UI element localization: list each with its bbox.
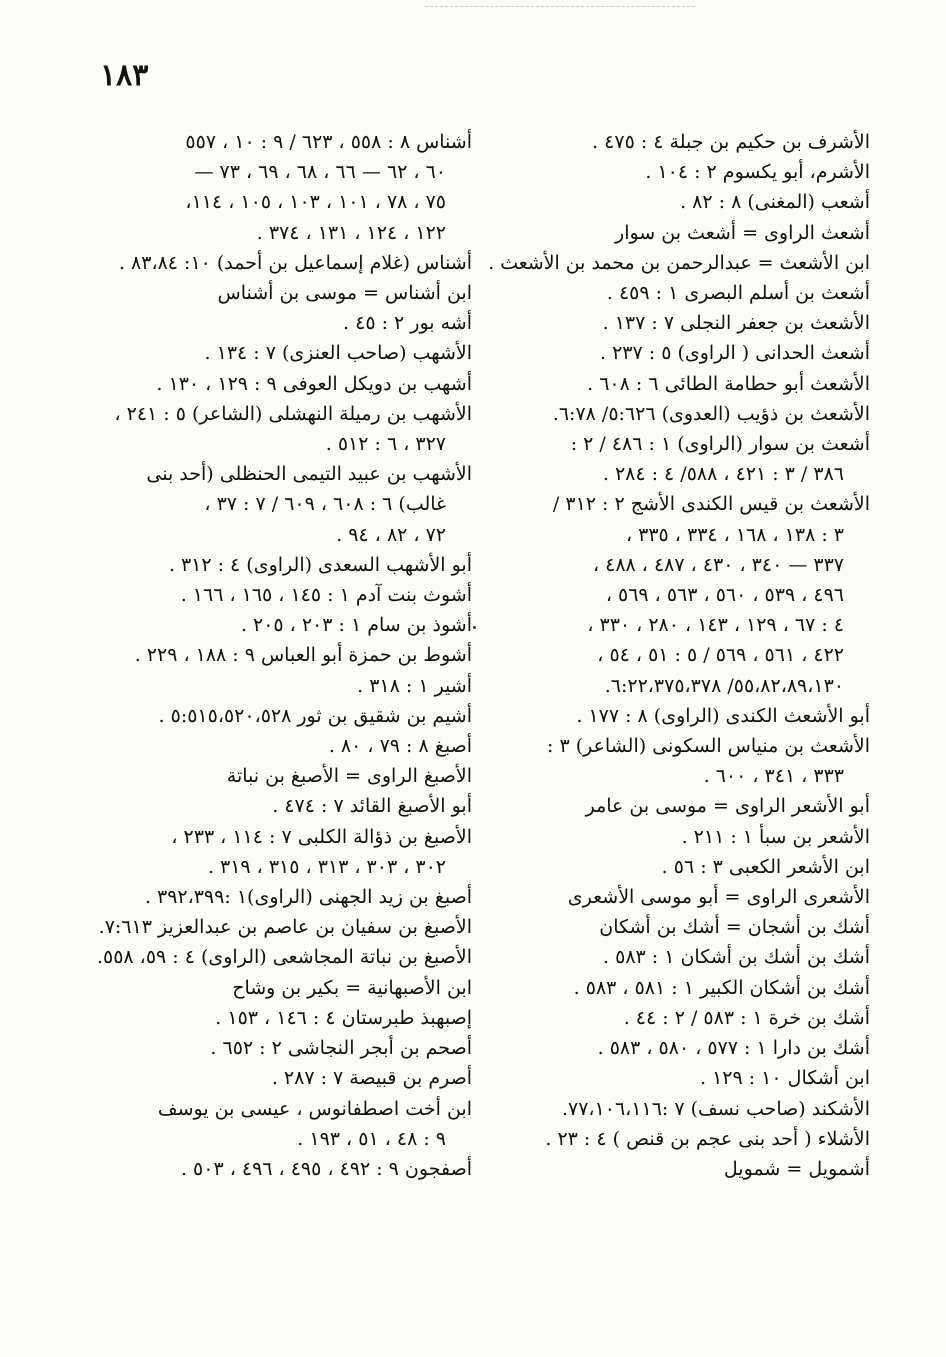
index-entry: أشناس ٨ : ٥٥٨ ، ٦٢٣ / ٩ : ١٠ ، ٥٥٧ bbox=[185, 131, 472, 153]
index-entry: الأشرف بن حكيم بن جبلة ٤ : ٤٧٥ . bbox=[592, 131, 870, 153]
index-entry-continuation: ٤ : ٦٧ ، ١٢٩ ، ١٤٣ ، ٢٨٠ ، ٣٣٠ ، bbox=[587, 614, 844, 637]
index-entry: أشك بن خرة ١ : ٥٨٣ / ٢ : ٤٤ . bbox=[623, 1006, 870, 1029]
index-entry: الأصبغ بن سفيان بن عاصم بن عبدالعزيز ٧:٦١٣. bbox=[98, 916, 472, 939]
index-entry: ابن أشكال ١٠ : ١٢٩ . bbox=[699, 1067, 870, 1090]
index-entry: الأشعث بن منياس السكونى (الشاعر) ٣ : bbox=[546, 735, 870, 758]
index-entry: أصرم بن قبيصة ٧ : ٢٨٧ . bbox=[271, 1067, 472, 1090]
index-entry-continuation: ٣ : ١٣٨ ، ١٦٨ ، ٣٣٤ ، ٣٣٥ ، bbox=[625, 523, 844, 546]
index-entry: الأشعث أبو حطامة الطائى ٦ : ٦٠٨ . bbox=[587, 372, 870, 395]
index-column-left bbox=[88, 127, 472, 1184]
scan-edge-mark bbox=[425, 6, 695, 8]
index-entry: الأصبغ الراوى = الأصبغ بن نباتة bbox=[226, 765, 472, 788]
index-entry: ابن الأشعر الكعبى ٣ : ٥٦ . bbox=[661, 855, 870, 878]
index-entry-continuation: ٣٣٣ ، ٣٤١ ، ٦٠٠ . bbox=[703, 765, 844, 788]
index-entry: ابن أشناس = موسى بن أشناس bbox=[217, 282, 472, 305]
index-entry: أصفجون ٩ : ٤٩٢ ، ٤٩٥ ، ٤٩٦ ، ٥٠٣ . bbox=[180, 1157, 472, 1180]
index-column-right bbox=[488, 127, 870, 1184]
index-entry: إصبهبذ طبرستان ٤ : ١٤٦ ، ١٥٣ . bbox=[215, 1006, 472, 1029]
index-entry-continuation: ٣٣٧ — ٣٤٠ ، ٤٣٠ ، ٤٨٧ ، ٤٨٨ ، bbox=[592, 553, 844, 576]
index-entry: أبو الأشعر الراوى = موسى بن عامر bbox=[585, 795, 870, 818]
index-entry: ابن الأشعث = عبدالرحمن بن محمد بن الأشعث . bbox=[488, 251, 870, 274]
index-entry: أشوط بن حمزة أبو العباس ٩ : ١٨٨ ، ٢٢٩ . bbox=[134, 644, 472, 667]
index-entry: أبو الأشعث الكندى (الراوى) ٨ : ١٧٧ . bbox=[576, 704, 870, 727]
index-entry: أشوث بنت آدم ١ : ١٤٥ ، ١٦٥ ، ١٦٦ . bbox=[180, 584, 472, 607]
index-entry: أشعب (المغنى) ٨ : ٨٢ . bbox=[680, 191, 870, 214]
index-entry: أشير ١ : ٣١٨ . bbox=[357, 674, 472, 697]
index-entry: أشعث الراوى = أشعث بن سوار bbox=[615, 221, 870, 244]
index-entry: أصبغ بن زيد الجهنى (الراوى)١ :٣٩٢،٣٩٩ . bbox=[144, 886, 472, 909]
index-entry: أشعث بن سوار (الراوى) ١ : ٤٨٦ / ٢ : bbox=[570, 433, 870, 456]
index-entry-continuation: غالب) ٦ : ٦٠٨ ، ٦٠٩ / ٧ : ٣٧ ، bbox=[204, 493, 446, 516]
index-entry: الأشعث بن قيس الكندى الأشج ٢ : ٣١٢ / bbox=[552, 493, 870, 516]
index-entry: أشعث الحدانى ( الراوى) ٥ : ٢٣٧ . bbox=[599, 342, 870, 365]
index-entry: أشناس (غلام إسماعيل بن أحمد) ١٠: ٨٣،٨٤ . bbox=[118, 251, 472, 274]
index-entry-continuation: ٧٢ ، ٨٢ ، ٩٤ . bbox=[336, 523, 446, 546]
index-entry-continuation: ٧٥ ، ٧٨ ، ١٠١ ، ١٠٣ ، ١٠٥ ، ١١٤، bbox=[185, 191, 446, 214]
index-entry: الأشكند (صاحب نسف) ٧ :٧٧،١٠٦،١١٦. bbox=[561, 1097, 870, 1120]
index-entry: أشك بن أشكان الكبير ١ : ٥٨١ ، ٥٨٣ . bbox=[573, 976, 870, 999]
index-entry: أشه بور ٢ : ٤٥ . bbox=[343, 312, 472, 335]
index-entry: أصبغ ٨ : ٧٩ ، ٨٠ . bbox=[328, 735, 472, 758]
index-entry: أشعث بن أسلم البصرى ١ : ٤٥٩ . bbox=[606, 282, 870, 305]
index-entry-continuation: ٣٢٧ ، ٦ : ٥١٢ . bbox=[325, 433, 446, 456]
index-entry: أشيم بن شقيق بن ثور ٥:٥١٥،٥٢٠،٥٢٨ . bbox=[158, 704, 472, 727]
index-entry: أشمويل = شمويل bbox=[723, 1157, 870, 1180]
index-entry-continuation: ٤٩٦ ، ٥٣٩ ، ٥٦٠ ، ٥٦٣ ، ٥٦٩ ، bbox=[605, 584, 844, 607]
index-entry: الأشرم، أبو يكسوم ٢ : ١٠٤ . bbox=[645, 161, 870, 184]
index-entry: أبو الأشهب السعدى (الراوى) ٤ : ٣١٢ . bbox=[168, 553, 472, 576]
index-entry: أشك بن أشجان = أشك بن أشكان bbox=[599, 916, 870, 939]
page-number: ١٨٣ bbox=[100, 58, 149, 93]
print-speck bbox=[473, 626, 476, 629]
index-entry-continuation: ٩ : ٤٨ ، ٥١ ، ١٩٣ . bbox=[297, 1127, 446, 1150]
index-entry: الأصبغ بن ذؤالة الكلبى ٧ : ١١٤ ، ٢٣٣ ، bbox=[171, 825, 472, 848]
index-entry: ابن أخت اصطفانوس ، عيسى بن يوسف bbox=[157, 1097, 472, 1120]
index-entry: أصحم بن أبجر النجاشى ٢ : ٦٥٢ . bbox=[210, 1037, 472, 1060]
index-entry: الأشعرى الراوى = أبو موسى الأشعرى bbox=[567, 886, 870, 909]
index-entry: أشوذ بن سام ١ : ٢٠٣ ، ٢٠٥ . bbox=[240, 614, 472, 637]
index-entry: أشهب بن دويكل العوفى ٩ : ١٢٩ ، ١٣٠ . bbox=[156, 372, 472, 395]
index-entry: الأصبغ بن نباتة المجاشعى (الراوى) ٤ : ٥٩، ٥٥٨. bbox=[96, 946, 472, 969]
index-entry-continuation: ٤٢٢ ، ٥٦١ ، ٥٦٩ / ٥ : ٥١ ، ٥٤ ، bbox=[597, 644, 844, 667]
index-entry: الأشهب بن رميلة النهشلى (الشاعر) ٥ : ٢٤١ ، bbox=[114, 402, 472, 425]
index-entry: أبو الأصبغ القائد ٧ : ٤٧٤ . bbox=[272, 795, 472, 818]
index-entry-continuation: ٦٠ ، ٦٢ — ٦٦ ، ٦٨ ، ٦٩ ، ٧٣ — bbox=[194, 161, 446, 184]
index-entry: أشك بن دارا ١ : ٥٧٧ ، ٥٨٠ ، ٥٨٣ . bbox=[597, 1037, 870, 1060]
index-entry: الأشهب بن عبيد التيمى الحنظلى (أحد بنى bbox=[146, 463, 472, 486]
index-entry: الأشعث بن جعفر النجلى ٧ : ١٣٧ . bbox=[602, 312, 870, 335]
index-entry: الأشعث بن ذؤيب (العدوى) ٥:٦٢٦/ ٦:٧٨. bbox=[552, 402, 870, 425]
index-entry: الأشلاء ( أحد بنى عجم بن قنص ) ٤ : ٢٣ . bbox=[545, 1127, 870, 1150]
index-entry: الأشعر بن سبأ ١ : ٢١١ . bbox=[681, 825, 870, 848]
index-entry: الأشهب (صاحب العنزى) ٧ : ١٣٤ . bbox=[204, 342, 472, 365]
index-entry-continuation: ٣٠٢ ، ٣٠٣ ، ٣١٣ ، ٣١٥ ، ٣١٩ . bbox=[207, 855, 446, 878]
index-entry-continuation: ٣٨٦ / ٣ : ٤٢١ ، ٥٨٨/ ٤ : ٢٨٤ . bbox=[602, 463, 844, 486]
index-entry-continuation: ٥٥،٨٢،٨٩،١٣٠/ ٦:٢٢،٣٧٥،٣٧٨. bbox=[604, 674, 844, 697]
index-entry: ابن الأصبهانية = بكير بن وشاح bbox=[232, 976, 472, 999]
index-entry-continuation: ١٢٢ ، ١٢٤ ، ١٣١ ، ٣٧٤ . bbox=[256, 221, 446, 244]
index-entry: أشك بن أشك بن أشكان ١ : ٥٨٣ . bbox=[603, 946, 870, 969]
